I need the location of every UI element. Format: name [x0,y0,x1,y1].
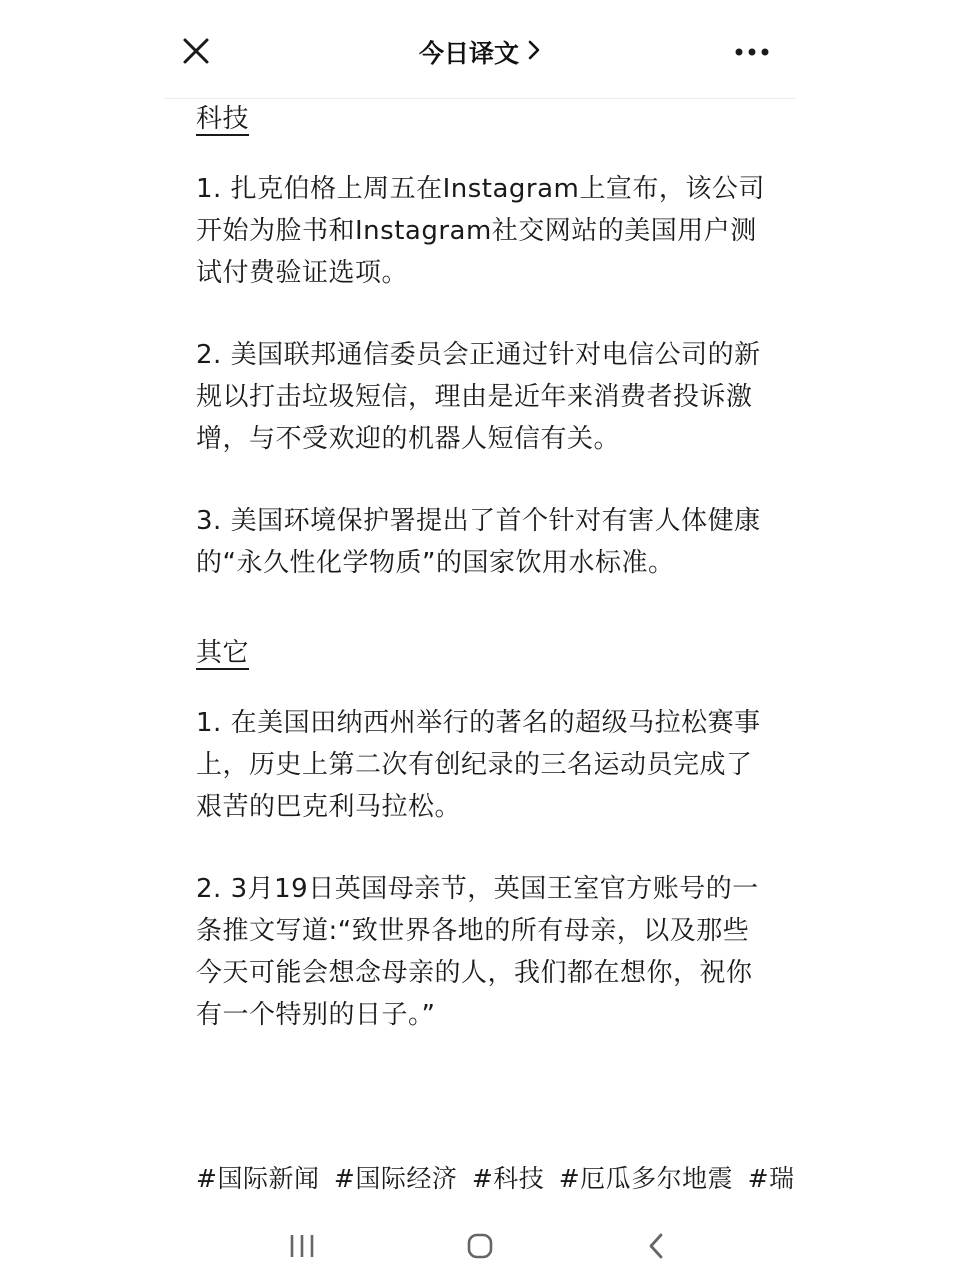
recents-button[interactable] [280,1226,324,1266]
section-title-tech: 科技 [196,104,250,134]
hashtag-list [196,1158,795,1200]
other-item-2: 2. 3月19日英国母亲节，英国王室官方账号的一条推文写道:“致世界各地的所有母亲，以及那些今天可能会想念母亲的人，我们都在想你，祝你有一个特别的日子。” [196,874,759,1030]
home-button[interactable] [458,1226,502,1266]
more-button[interactable] [732,38,772,66]
hashtag[interactable]: #瑞 [747,1164,795,1193]
tech-item-3: 3. 美国环境保护署提出了首个针对有害人体健康的“永久性化学物质”的国家饮用水标准。 [196,506,761,578]
page-title-button[interactable] [350,30,610,74]
hashtag[interactable]: #科技 [471,1164,545,1193]
chevron-right-icon [527,38,541,67]
more-icon [732,38,772,66]
home-icon [458,1226,502,1266]
hashtag[interactable]: #国际新闻 [196,1164,320,1193]
top-bar [164,0,796,99]
close-button[interactable] [178,33,214,69]
section-title-other: 其它 [196,638,250,668]
tech-item-1: 1. 扎克伯格上周五在Instagram上宣布，该公司开始为脸书和Instagram社交网站的美国用户测试付费验证选项。 [196,174,765,288]
hashtag[interactable]: #厄瓜多尔地震 [558,1164,734,1193]
tech-item-2: 2. 美国联邦通信委员会正通过针对电信公司的新规以打击垃圾短信，理由是近年来消费者投诉激增，与不受欢迎的机器人短信有关。 [196,340,761,454]
page-title: 今日译文 [418,39,519,68]
back-icon [634,1226,678,1266]
hashtag[interactable]: #国际经济 [333,1164,458,1193]
back-button[interactable] [634,1226,678,1266]
other-item-1: 1. 在美国田纳西州举行的著名的超级马拉松赛事上，历史上第二次有创纪录的三名运动员完成了艰苦的巴克利马拉松。 [196,708,761,822]
recents-icon [280,1226,324,1266]
close-icon [178,33,214,69]
system-nav-bar [0,1212,960,1280]
